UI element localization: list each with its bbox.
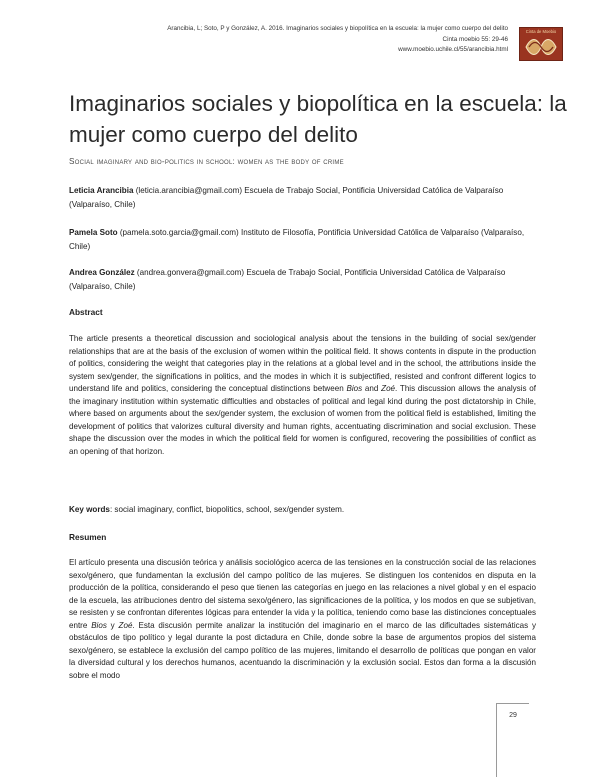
article-subtitle: Social imaginary and bio-politics in school: women as the body of crime	[69, 157, 344, 166]
header-citation: Arancibia, L; Soto, P y González, A. 2016. Imaginarios sociales y biopolítica en la escuela: la mujer como cuerpo del delito	[167, 25, 508, 32]
running-header	[108, 24, 508, 56]
article-title: Imaginarios sociales y biopolítica en la escuela: la mujer como cuerpo del delito	[69, 91, 567, 147]
author-entry	[69, 266, 539, 294]
term-bios: Bios	[346, 384, 363, 393]
author-affiliation: (leticia.arancibia@gmail.com) Escuela de Trabajo Social, Pontificia Universidad Católica de Valparaíso (Valparaíso, Chile)	[69, 186, 504, 209]
header-journal: Cinta moebio 55: 29-46	[442, 35, 508, 43]
logo-text: Cinta de Moebio	[525, 29, 557, 34]
header-url: www.moebio.uchile.cl/55/arancibia.html	[398, 46, 508, 54]
author-name: Leticia Arancibia	[69, 186, 134, 195]
author-name: Andrea González	[69, 268, 135, 277]
author-name: Pamela Soto	[69, 228, 118, 237]
journal-logo	[519, 27, 563, 61]
abstract-paragraph: The article presents a theoretical discussion and sociological analysis about the tensions in the building of social sex/gender relationships that are at the basis of the exclusion of women within the political field. It shows contents in dispute in the production of politics, considering the weight that categories play in the relations at a global level and in the school, the attributions inside the system sex/gender, the significations in politics, and the modes in which it is subjectified, resisted and confront different logics to understand life and politics, considering the conceptual distinctions between Bios and Zoé. This discussion allows the analysis of the imaginary institution within systematic difficulties and obstacles of political and legal kind during the post dictatorship in Chile, where based on arguments about the sex/gender system, the exclusion of women from the political field is established, limiting the development of politics that valorizes cultural diversity and human rights, accentuating discrimination and social exclusion. These shape the discussion over the modes in which the political field for women is configured, recovering the possibilities of conflict as an opening of that horizon.	[69, 334, 536, 456]
resumen-paragraph: El artículo presenta una discusión teórica y análisis sociológico acerca de las tensiones en la construcción social de las relaciones sexo/género, que fundamentan la exclusión del campo político de las mujeres. Se distinguen los contenidos en disputa en la producción de la política, considerando el peso que tienen las categorías en juego en las relaciones a nivel global y en el espacio de la escuela, las atribuciones dentro del sistema sexo/género, las significaciones de la política, y los modos en que se subjetivan, se resisten y se confrontan diferentes lógicas para entender la vida y la política, teniendo como base las distinciones conceptuales entre Bios y Zoé. Esta discusión permite analizar la institución del imaginario en el marco de las dificultades sistemáticas y obstáculos de tipo político y legal durante la post dictadura en Chile, donde sobre la base de argumentos propios del sistema sexo/género, se establece la exclusión del campo político de las mujeres, limitando el desarrollo de políticas que pongan en valor la diversidad cultural y los derechos humanos, acentuando la discriminación y la exclusión social. Estos dan forma a la discusión sobre el modo	[69, 558, 536, 680]
term-zoe: Zoé	[381, 384, 396, 393]
author-affiliation: (andrea.gonvera@gmail.com) Escuela de Trabajo Social, Pontificia Universidad Católica de Valparaíso (Valparaíso, Chile)	[69, 268, 506, 291]
page-number-box	[496, 703, 529, 777]
resumen-heading: Resumen	[69, 532, 107, 542]
author-entry	[69, 226, 539, 254]
author-affiliation: (pamela.soto.garcia@gmail.com) Instituto de Filosofía, Pontificia Universidad Católica de Valparaíso (Valparaíso, Chile)	[69, 228, 525, 251]
abstract-heading: Abstract	[69, 307, 103, 317]
page-number: 29	[509, 712, 517, 719]
term-bios: Bios	[91, 620, 107, 630]
term-zoe: Zoé	[118, 620, 133, 630]
moebio-strip-icon	[523, 35, 559, 59]
keywords-text: : social imaginary, conflict, biopolitics, school, sex/gender system.	[109, 505, 345, 514]
keywords-label: Key words	[69, 505, 110, 514]
keywords-line	[69, 505, 344, 514]
author-entry	[69, 184, 539, 212]
